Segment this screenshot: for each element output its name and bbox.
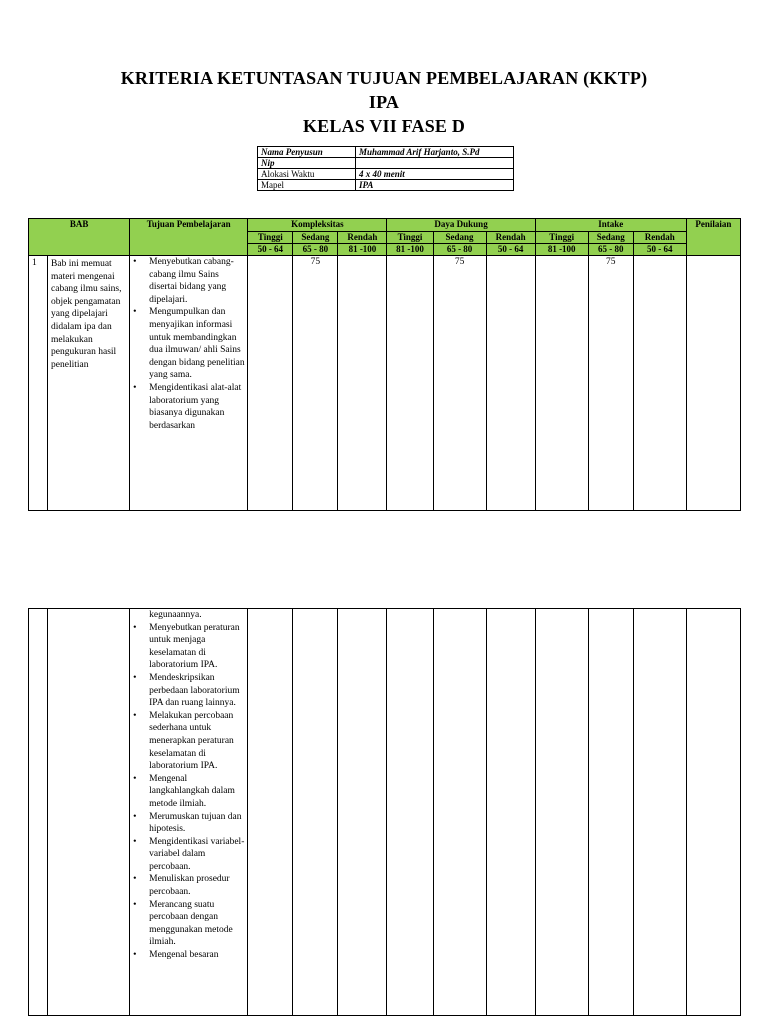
- row-number-cell: [29, 609, 48, 1016]
- range-header: 81 -100: [535, 244, 588, 256]
- tujuan-list: [130, 256, 247, 432]
- header-kompleksitas: Kompleksitas: [248, 219, 387, 232]
- author-info-table: [257, 146, 514, 191]
- list-item: • Merancang suatu percobaan dengan menggunakan metode ilmiah.: [130, 899, 247, 949]
- list-item: • Mendeskripsikan perbedaan laboratorium IPA dan ruang lainnya.: [130, 672, 247, 710]
- table-row: [29, 256, 741, 511]
- empty-cell: [338, 609, 387, 1016]
- info-row: [258, 169, 514, 180]
- tujuan-list: [130, 609, 247, 962]
- daya-dukung-sedang-value: 75: [433, 256, 486, 511]
- penilaian-cell: [686, 256, 740, 511]
- range-header: 50 - 64: [633, 244, 686, 256]
- sub-header: Rendah: [633, 232, 686, 244]
- kompleksitas-sedang-value: 75: [293, 256, 338, 511]
- sub-header: Rendah: [338, 232, 387, 244]
- list-item: kegunaannya.: [149, 610, 202, 620]
- list-item: • Menuliskan prosedur percobaan.: [130, 873, 247, 898]
- range-header: 65 - 80: [433, 244, 486, 256]
- info-value: IPA: [356, 180, 514, 191]
- empty-cell: [588, 609, 633, 1016]
- list-item: • Mengidentikasi alat-alat laboratorium yang biasanya digunakan berdasarkan: [130, 382, 247, 432]
- intake-tinggi-cell: [535, 256, 588, 511]
- document-title: [0, 66, 768, 138]
- header-intake: Intake: [535, 219, 686, 232]
- header-daya-dukung: Daya Dukung: [387, 219, 535, 232]
- range-header: 81 -100: [338, 244, 387, 256]
- table-row: [29, 609, 741, 1016]
- info-row: [258, 147, 514, 158]
- empty-cell: [433, 609, 486, 1016]
- empty-cell: [535, 609, 588, 1016]
- sub-header: Tinggi: [387, 232, 433, 244]
- daya-dukung-tinggi-cell: [387, 256, 433, 511]
- intake-rendah-cell: [633, 256, 686, 511]
- intake-sedang-value: 75: [588, 256, 633, 511]
- empty-cell: [486, 609, 535, 1016]
- kktp-table: [28, 218, 741, 511]
- daya-dukung-rendah-cell: [486, 256, 535, 511]
- range-header: 81 -100: [387, 244, 433, 256]
- list-item: • Mengumpulkan dan menyajikan informasi untuk membandingkan dua ilmuwan/ ahli Sains dengan bidang penelitian yang sama.: [130, 306, 247, 382]
- range-header: 50 - 64: [486, 244, 535, 256]
- sub-header: Tinggi: [535, 232, 588, 244]
- kompleksitas-rendah-cell: [338, 256, 387, 511]
- empty-cell: [686, 609, 740, 1016]
- info-row: [258, 180, 514, 191]
- bab-cell: [48, 609, 130, 1016]
- bab-description: Bab ini memuat materi mengenai cabang ilmu sains, objek pengamatan yang dipelajari didalam ipa dan melakukan pengukuran hasil penelitian: [48, 256, 130, 511]
- range-header: 65 - 80: [588, 244, 633, 256]
- list-item: • Mengenal besaran: [130, 949, 247, 962]
- empty-cell: [387, 609, 433, 1016]
- header-bab: BAB: [29, 219, 130, 256]
- kompleksitas-tinggi-cell: [248, 256, 293, 511]
- sub-header: Tinggi: [248, 232, 293, 244]
- header-tujuan: Tujuan Pembelajaran: [130, 219, 248, 256]
- empty-cell: [633, 609, 686, 1016]
- info-key: Mapel: [258, 180, 356, 191]
- info-value: [356, 158, 514, 169]
- info-value: 4 x 40 menit: [356, 169, 514, 180]
- header-penilaian: Penilaian: [686, 219, 740, 256]
- info-value: Muhammad Arif Harjanto, S.Pd: [356, 147, 514, 158]
- title-line-1: KRITERIA KETUNTASAN TUJUAN PEMBELAJARAN (KKTP): [120, 68, 648, 88]
- tujuan-cell: [130, 256, 248, 511]
- kktp-table-continued: [28, 608, 741, 1016]
- range-header: 65 - 80: [293, 244, 338, 256]
- info-row: [258, 158, 514, 169]
- list-item: • Melakukan percobaan sederhana untuk menerapkan peraturan keselamatan di laboratorium IPA.: [130, 710, 247, 773]
- title-line-3: KELAS VII FASE D: [302, 116, 466, 136]
- info-key: Nip: [258, 158, 356, 169]
- list-item: • Merumuskan tujuan dan hipotesis.: [130, 811, 247, 836]
- tujuan-cell: [130, 609, 248, 1016]
- info-key: Nama Penyusun: [258, 147, 356, 158]
- empty-cell: [293, 609, 338, 1016]
- empty-cell: [248, 609, 293, 1016]
- info-key: Alokasi Waktu: [258, 169, 356, 180]
- range-header: 50 - 64: [248, 244, 293, 256]
- list-item: • Mengidentikasi variabel-variabel dalam percobaan.: [130, 836, 247, 874]
- sub-header: Sedang: [588, 232, 633, 244]
- sub-header: Sedang: [293, 232, 338, 244]
- sub-header: Rendah: [486, 232, 535, 244]
- list-item: • Mengenal langkahlangkah dalam metode ilmiah.: [130, 773, 247, 811]
- row-number: 1: [29, 256, 48, 511]
- title-line-2: IPA: [368, 92, 400, 112]
- list-item: • Menyebutkan peraturan untuk menjaga keselamatan di laboratorium IPA.: [130, 622, 247, 672]
- list-item: • Menyebutkan cabang-cabang ilmu Sains disertai bidang yang dipelajari.: [130, 256, 247, 306]
- sub-header: Sedang: [433, 232, 486, 244]
